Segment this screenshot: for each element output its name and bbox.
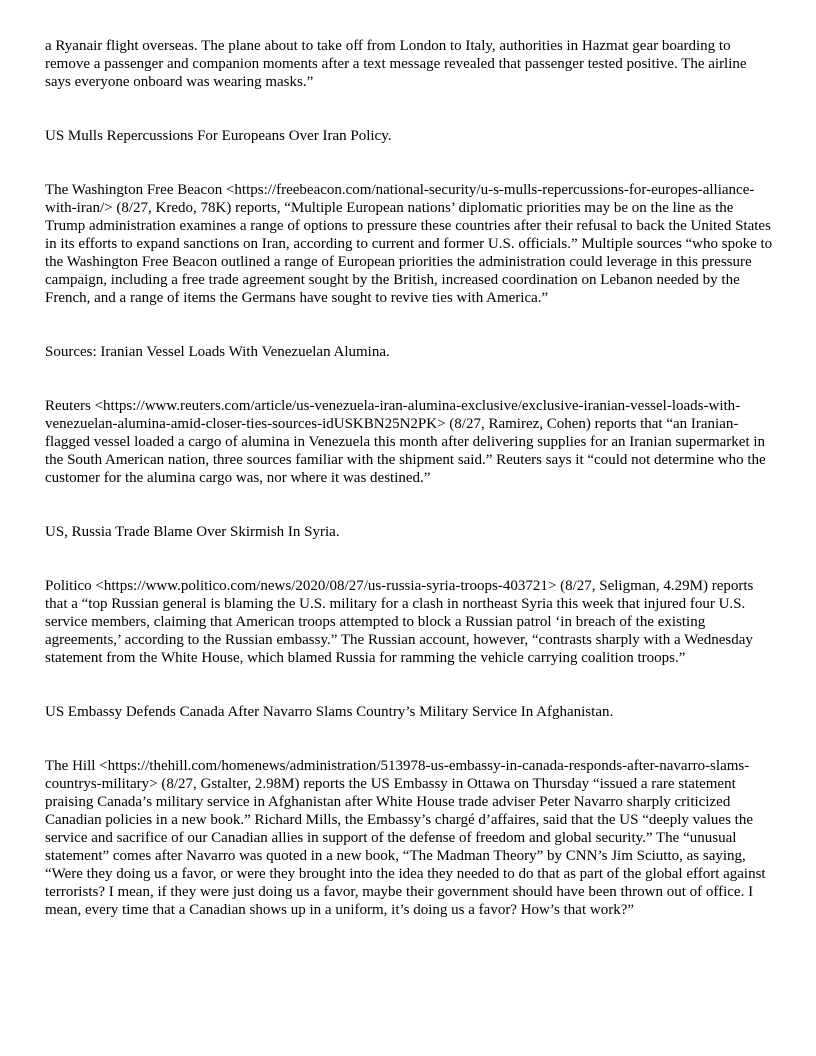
spacer [45,541,773,577]
spacer [45,721,773,757]
article-headline: US Embassy Defends Canada After Navarro Slams Country’s Military Service In Afghanistan. [45,704,614,720]
article-body: Reuters <https://www.reuters.com/article/us-venezuela-iran-alumina-exclusive/exclusive-iranian-vessel-loads-with-venezuelan-alumina-amid-closer-ties-sources-idUSKBN25N2PK> (8/27, Ramirez, Cohen) reports that “an Iranian-flagged vessel loaded a cargo of alumina in Venezuela this month after delivering supplies for an Iranian supermarket in the South American nation, three sources familiar with the shipment said.” Reuters says it “could not determine who the customer for the alumina cargo was, nor where it was destined.” [45,398,766,486]
article-headline: Sources: Iranian Vessel Loads With Venezuelan Alumina. [45,344,390,360]
spacer [45,91,773,127]
spacer [45,145,773,181]
spacer [45,487,773,523]
article-body: Politico <https://www.politico.com/news/2020/08/27/us-russia-syria-troops-403721> (8/27, Seligman, 4.29M) reports that a “top Russian general is blaming the U.S. military for a clash in northeast Syria this week that injured four U.S. service members, claiming that American troops attempted to block a Russian patrol ‘in breach of the existing agreements,’ according to the Russian embassy.” The Russian account, however, “contrasts sharply with a Wednesday statement from the White House, which blamed Russia for ramming the vehicle carrying coalition troops.” [45,578,754,666]
document-page [45,37,773,919]
spacer [45,307,773,343]
spacer [45,667,773,703]
article-headline: US Mulls Repercussions For Europeans Over Iran Policy. [45,128,392,144]
article-body: The Washington Free Beacon <https://freebeacon.com/national-security/u-s-mulls-repercussions-for-europes-alliance-with-iran/> (8/27, Kredo, 78K) reports, “Multiple European nations’ diplomatic priorities may be on the line as the Trump administration examines a range of options to pressure these countries after their refusal to back the United States in its efforts to expand sanctions on Iran, according to current and former U.S. officials.” Multiple sources “who spoke to the Washington Free Beacon outlined a range of European priorities the administration could leverage in this pressure campaign, including a free trade agreement sought by the British, increased coordination on Lebanon needed by the French, and a range of items the Germans have sought to revive ties with America.” [45,182,773,306]
spacer [45,361,773,397]
intro-paragraph: a Ryanair flight overseas. The plane about to take off from London to Italy, authorities in Hazmat gear boarding to remove a passenger and companion moments after a text message revealed that passenger tested positive. The airline says everyone onboard was wearing masks.” [45,38,747,90]
article-body: The Hill <https://thehill.com/homenews/administration/513978-us-embassy-in-canada-responds-after-navarro-slams-countrys-military> (8/27, Gstalter, 2.98M) reports the US Embassy in Ottawa on Thursday “issued a rare statement praising Canada’s military service in Afghanistan after White House trade adviser Peter Navarro sharply criticized Canadian policies in a new book.” Richard Mills, the Embassy’s chargé d’affaires, said that the US “deeply values the service and sacrifice of our Canadian allies in support of the defense of freedom and global security.” The “unusual statement” comes after Navarro was quoted in a new book, “The Madman Theory” by CNN’s Jim Sciutto, as saying, “Were they doing us a favor, or were they brought into the idea they needed to do that as part of the global effort against terrorists? I mean, if they were just doing us a favor, maybe their government should have been thrown out of office. I mean, every time that a Canadian shows up in a uniform, it’s doing us a favor? How’s that work?” [45,758,766,918]
article-headline: US, Russia Trade Blame Over Skirmish In Syria. [45,524,340,540]
